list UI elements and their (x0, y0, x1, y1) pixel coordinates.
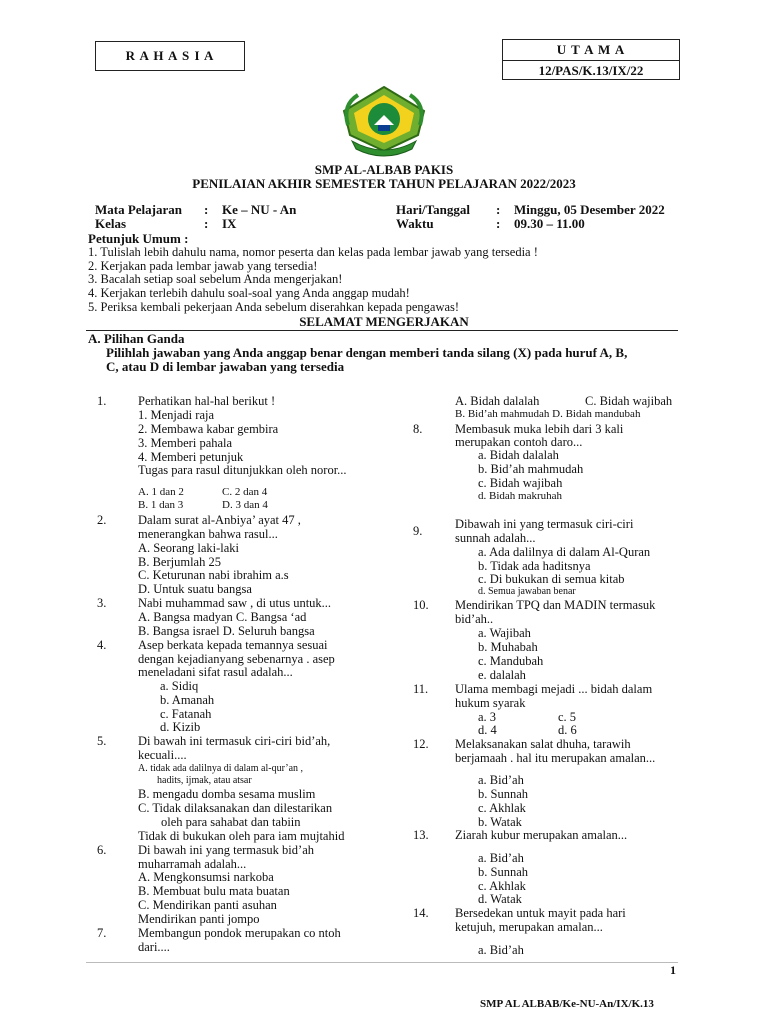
option: c. Mandubah (478, 654, 544, 668)
section-direction: C, atau D di lembar jawaban yang tersedia (106, 359, 345, 374)
option: b. Bid’ah mahmudah (478, 462, 584, 476)
option: c. Di bukukan di semua kitab (478, 572, 625, 586)
time-label: Waktu (396, 216, 434, 231)
date-colon: : (496, 202, 501, 217)
question-number: 3. (97, 596, 107, 610)
school-name: SMP AL-ALBAB PAKIS (314, 162, 454, 177)
instruction-item: 4. Kerjakan terlebih dahulu soal-soal yang Anda anggap mudah! (88, 286, 410, 300)
option: C. Bidah wajibah (585, 394, 673, 408)
option: b. Sunnah (478, 865, 528, 879)
date-label: Hari/Tanggal (396, 202, 470, 217)
footer-code: SMP AL ALBAB/Ke-NU-An/IX/K.13 (480, 998, 654, 1010)
question-number: 1. (97, 394, 107, 408)
school-logo (338, 85, 430, 157)
question-number: 7. (97, 926, 107, 940)
option: C. 2 dan 4 (222, 486, 268, 498)
option: B. Bid’ah mahmudah D. Bidah mandubah (455, 408, 641, 420)
option: a. Sidiq (160, 679, 199, 693)
option: A. 1 dan 2 (138, 486, 184, 498)
option: b. Muhabah (478, 640, 538, 654)
option: c. 5 (558, 710, 577, 724)
footer-line (86, 962, 678, 963)
list-item: 2. Membawa kabar gembira (138, 422, 279, 436)
subject-colon: : (204, 202, 209, 217)
date-value: Minggu, 05 Desember 2022 (514, 202, 665, 217)
instructions-title: Petunjuk Umum : (88, 231, 189, 246)
option: b. Tidak ada haditsnya (478, 559, 591, 573)
option: A. tidak ada dalilnya di dalam al-qur’an , (138, 763, 304, 774)
question-stem: hukum syarak (455, 696, 526, 710)
question-stem: menerangkan bahwa rasul... (138, 527, 278, 541)
question-stem: bid’ah.. (455, 612, 494, 626)
question-stem: Nabi muhammad saw , di utus untuk... (138, 596, 332, 610)
question-stem: dari.... (138, 940, 170, 954)
instruction-item: 5. Periksa kembali pekerjaan Anda sebelum diserahkan kepada pengawas! (88, 300, 460, 314)
question-number: 12. (413, 737, 429, 751)
subject-value: Ke – NU - An (222, 202, 297, 217)
question-number: 5. (97, 734, 107, 748)
question-stem: Membasuk muka lebih dari 3 kali (455, 422, 624, 436)
question-tail: Mendirikan panti jompo (138, 912, 260, 926)
option: c. Fatanah (160, 707, 212, 721)
subject-label: Mata Pelajaran (95, 202, 183, 217)
option: C. Tidak dilaksanakan dan dilestarikan (138, 801, 333, 815)
time-colon: : (496, 216, 501, 231)
option: C. Mendirikan panti asuhan (138, 898, 277, 912)
option: a. Bidah dalalah (478, 448, 559, 462)
option: B. Berjumlah 25 (138, 555, 221, 569)
option: d. Bidah makruhah (478, 490, 563, 502)
utama-label: U T A M A (503, 40, 679, 61)
question-number: 11. (413, 682, 429, 696)
list-item: 4. Memberi petunjuk (138, 450, 244, 464)
question-stem: Mendirikan TPQ dan MADIN termasuk (455, 598, 656, 612)
question-stem: Asep berkata kepada temannya sesuai (138, 638, 328, 652)
option: B. mengadu domba sesama muslim (138, 787, 316, 801)
option: a. Wajibah (478, 626, 531, 640)
question-stem: sunnah adalah... (455, 531, 536, 545)
option: a. Bid’ah (478, 773, 524, 787)
option: a. Ada dalilnya di dalam Al-Quran (478, 545, 651, 559)
list-item: 1. Menjadi raja (138, 408, 215, 422)
option: b. Watak (478, 815, 522, 829)
option: B. Membuat bulu mata buatan (138, 884, 290, 898)
instruction-item: 3. Bacalah setiap soal sebelum Anda mengerjakan! (88, 272, 343, 286)
option: C. Keturunan nabi ibrahim a.s (138, 568, 289, 582)
question-stem: Membangun pondok merupakan co ntoh (138, 926, 341, 940)
question-number: 14. (413, 906, 429, 920)
option: D. 3 dan 4 (222, 499, 268, 511)
question-number: 6. (97, 843, 107, 857)
option: A. Bidah dalalah (455, 394, 540, 408)
option: A. Mengkonsumsi narkoba (138, 870, 274, 884)
option: c. Akhlak (478, 801, 526, 815)
option: A. Seorang laki-laki (138, 541, 240, 555)
section-title: A. Pilihan Ganda (88, 331, 185, 346)
question-stem: meneladani sifat rasul adalah... (138, 665, 293, 679)
question-number: 2. (97, 513, 107, 527)
question-stem: Bersedekan untuk mayit pada hari (455, 906, 626, 920)
time-value: 09.30 – 11.00 (514, 216, 585, 231)
question-stem: muharramah adalah... (138, 857, 247, 871)
option: d. Kizib (160, 720, 201, 734)
option: c. Akhlak (478, 879, 526, 893)
question-stem: Di bawah ini termasuk ciri-ciri bid’ah, (138, 734, 331, 748)
option: d. 4 (478, 723, 497, 737)
utama-box (502, 39, 680, 80)
rahasia-box (95, 41, 245, 71)
instruction-item: 2. Kerjakan pada lembar jawab yang tersedia! (88, 259, 318, 273)
list-item: 3. Memberi pahala (138, 436, 233, 450)
option: oleh para sahabat dan tabiin (161, 815, 301, 829)
page-number: 1 (670, 963, 676, 977)
option: e. dalalah (478, 668, 526, 682)
class-value: IX (222, 216, 237, 231)
option: B. Bangsa israel D. Seluruh bangsa (138, 624, 315, 638)
option: D. Untuk suatu bangsa (138, 582, 252, 596)
option: hadits, ijmak, atau atsar (157, 775, 252, 786)
question-stem: berjamaah . hal itu merupakan amalan... (455, 751, 656, 765)
section-direction: Pilihlah jawaban yang Anda anggap benar dengan memberi tanda silang (X) pada huruf A, B, (106, 345, 628, 360)
question-stem: Ulama membagi mejadi ... bidah dalam (455, 682, 653, 696)
option: d. Semua jawaban benar (478, 586, 576, 597)
question-number: 4. (97, 638, 107, 652)
rahasia-label: R A H A S I A (125, 48, 215, 63)
question-stem: Dalam surat al-Anbiya’ ayat 47 , (138, 513, 301, 527)
option: c. Bidah wajibah (478, 476, 563, 490)
option: b. Amanah (160, 693, 215, 707)
exam-title: PENILAIAN AKHIR SEMESTER TAHUN PELAJARAN 2022/2023 (192, 176, 576, 191)
question-stem: Di bawah ini yang termasuk bid’ah (138, 843, 314, 857)
question-stem: Melaksanakan salat dhuha, tarawih (455, 737, 631, 751)
option: B. 1 dan 3 (138, 499, 184, 511)
option: b. Sunnah (478, 787, 528, 801)
class-colon: : (204, 216, 209, 231)
option: d. 6 (558, 723, 577, 737)
question-stem: Dibawah ini yang termasuk ciri-ciri (455, 517, 634, 531)
greeting: SELAMAT MENGERJAKAN (299, 314, 469, 329)
question-tail: Tidak di bukukan oleh para iam mujtahid (138, 829, 345, 843)
option: a. Bid’ah (478, 943, 524, 957)
option: d. Watak (478, 892, 522, 906)
option: A. Bangsa madyan C. Bangsa ‘ad (138, 610, 307, 624)
question-number: 13. (413, 828, 429, 842)
instruction-item: 1. Tulislah lebih dahulu nama, nomor peserta dan kelas pada lembar jawab yang tersedia ! (88, 245, 538, 259)
question-stem: ketujuh, merupakan amalan... (455, 920, 603, 934)
question-stem: Perhatikan hal-hal berikut ! (138, 394, 276, 408)
question-number: 8. (413, 422, 423, 436)
option: a. 3 (478, 710, 497, 724)
exam-code: 12/PAS/K.13/IX/22 (538, 63, 644, 78)
question-number: 9. (413, 524, 423, 538)
question-stem: kecuali.... (138, 748, 187, 762)
question-stem: Ziarah kubur merupakan amalan... (455, 828, 628, 842)
class-label: Kelas (95, 216, 127, 231)
question-stem: merupakan contoh daro... (455, 435, 583, 449)
question-tail: Tugas para rasul ditunjukkan oleh noror... (138, 463, 347, 477)
option: a. Bid’ah (478, 851, 524, 865)
question-stem: dengan kejadianyang sebenarnya . asep (138, 652, 335, 666)
question-number: 10. (413, 598, 429, 612)
